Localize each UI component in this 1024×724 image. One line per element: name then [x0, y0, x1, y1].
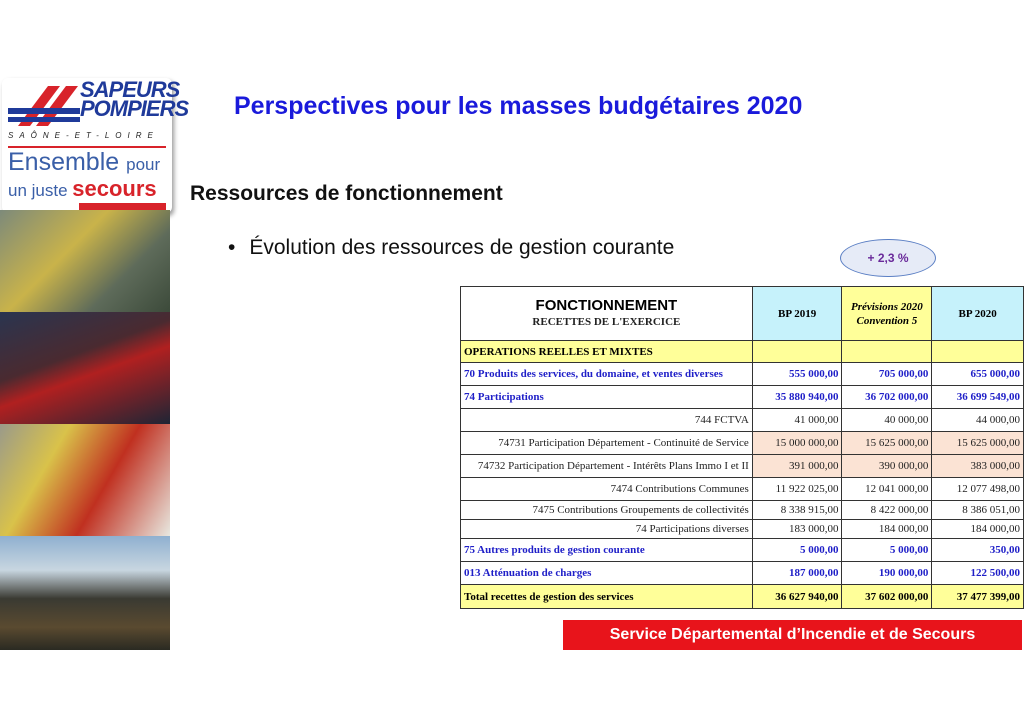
budget-table	[460, 286, 1024, 609]
table-row	[461, 539, 1024, 562]
row-value: 36 627 940,00	[752, 585, 842, 609]
photo-wildfire	[0, 536, 170, 650]
row-value: 8 386 051,00	[932, 501, 1024, 520]
row-value: 12 041 000,00	[842, 478, 932, 501]
row-value: 15 000 000,00	[752, 432, 842, 455]
row-value: 555 000,00	[752, 363, 842, 386]
row-value: 183 000,00	[752, 520, 842, 539]
table-row	[461, 562, 1024, 585]
row-value: 383 000,00	[932, 455, 1024, 478]
sdis-logo	[2, 77, 189, 213]
row-value: 37 477 399,00	[932, 585, 1024, 609]
header-title: FONCTIONNEMENT RECETTES DE L'EXERCICE	[461, 287, 753, 341]
logo-tagline-2: un juste secours	[8, 176, 157, 201]
row-value: 184 000,00	[842, 520, 932, 539]
row-value: 35 880 940,00	[752, 386, 842, 409]
row-value: 5 000,00	[752, 539, 842, 562]
section-row: OPERATIONS REELLES ET MIXTES	[461, 341, 1024, 363]
table-row	[461, 409, 1024, 432]
row-value: 11 922 025,00	[752, 478, 842, 501]
row-value: 705 000,00	[842, 363, 932, 386]
row-value: 391 000,00	[752, 455, 842, 478]
row-label: 70 Produits des services, du domaine, et ventes diverses	[461, 363, 753, 386]
logo-region: SAÔNE-ET-LOIRE	[8, 131, 159, 140]
row-value: 184 000,00	[932, 520, 1024, 539]
table-header-row	[461, 287, 1024, 341]
footer-banner: Service Départemental d’Incendie et de Secours	[563, 620, 1022, 650]
table-row	[461, 585, 1024, 609]
page-title: Perspectives pour les masses budgétaires 2020	[234, 92, 803, 120]
header-previsions: Prévisions 2020 Convention 5	[842, 287, 932, 341]
row-value: 390 000,00	[842, 455, 932, 478]
table-row	[461, 520, 1024, 539]
row-label: 013 Atténuation de charges	[461, 562, 753, 585]
row-value: 350,00	[932, 539, 1024, 562]
section-heading: Ressources de fonctionnement	[190, 182, 503, 205]
photo-fire-truck-night	[0, 312, 170, 424]
row-label: 75 Autres produits de gestion courante	[461, 539, 753, 562]
logo-tagline-1: Ensemble pour	[8, 148, 161, 176]
row-label: 74732 Participation Département - Intérêts Plans Immo I et II	[461, 455, 753, 478]
row-value: 40 000,00	[842, 409, 932, 432]
row-label: 7475 Contributions Groupements de collectivités	[461, 501, 753, 520]
table-row	[461, 386, 1024, 409]
photo-ambulance-rescue	[0, 424, 170, 536]
row-value: 122 500,00	[932, 562, 1024, 585]
row-value: 36 699 549,00	[932, 386, 1024, 409]
table-row	[461, 478, 1024, 501]
row-label: 74 Participations diverses	[461, 520, 753, 539]
photo-strip	[0, 210, 170, 650]
bullet-marker: •	[228, 236, 236, 259]
header-bp2020: BP 2020	[932, 287, 1024, 341]
row-label: 74 Participations	[461, 386, 753, 409]
row-value: 12 077 498,00	[932, 478, 1024, 501]
growth-badge: + 2,3 %	[840, 239, 936, 277]
row-label: Total recettes de gestion des services	[461, 585, 753, 609]
row-value: 37 602 000,00	[842, 585, 932, 609]
header-bp2019: BP 2019	[752, 287, 842, 341]
row-value: 8 338 915,00	[752, 501, 842, 520]
row-label: 74731 Participation Département - Continuité de Service	[461, 432, 753, 455]
table-row	[461, 363, 1024, 386]
table-row	[461, 432, 1024, 455]
table-row	[461, 455, 1024, 478]
row-value: 655 000,00	[932, 363, 1024, 386]
bullet-item	[228, 236, 674, 260]
logo-stripes-icon	[8, 84, 80, 128]
row-value: 44 000,00	[932, 409, 1024, 432]
logo-brand: SAPEURS POMPIERS	[80, 77, 189, 121]
row-value: 15 625 000,00	[932, 432, 1024, 455]
row-value: 187 000,00	[752, 562, 842, 585]
row-label: 744 FCTVA	[461, 409, 753, 432]
photo-firefighters	[0, 210, 170, 312]
row-label: 7474 Contributions Communes	[461, 478, 753, 501]
bullet-text: Évolution des ressources de gestion courante	[249, 236, 675, 259]
table-row	[461, 501, 1024, 520]
row-value: 5 000,00	[842, 539, 932, 562]
row-value: 190 000,00	[842, 562, 932, 585]
row-value: 8 422 000,00	[842, 501, 932, 520]
row-value: 41 000,00	[752, 409, 842, 432]
row-value: 15 625 000,00	[842, 432, 932, 455]
row-value: 36 702 000,00	[842, 386, 932, 409]
